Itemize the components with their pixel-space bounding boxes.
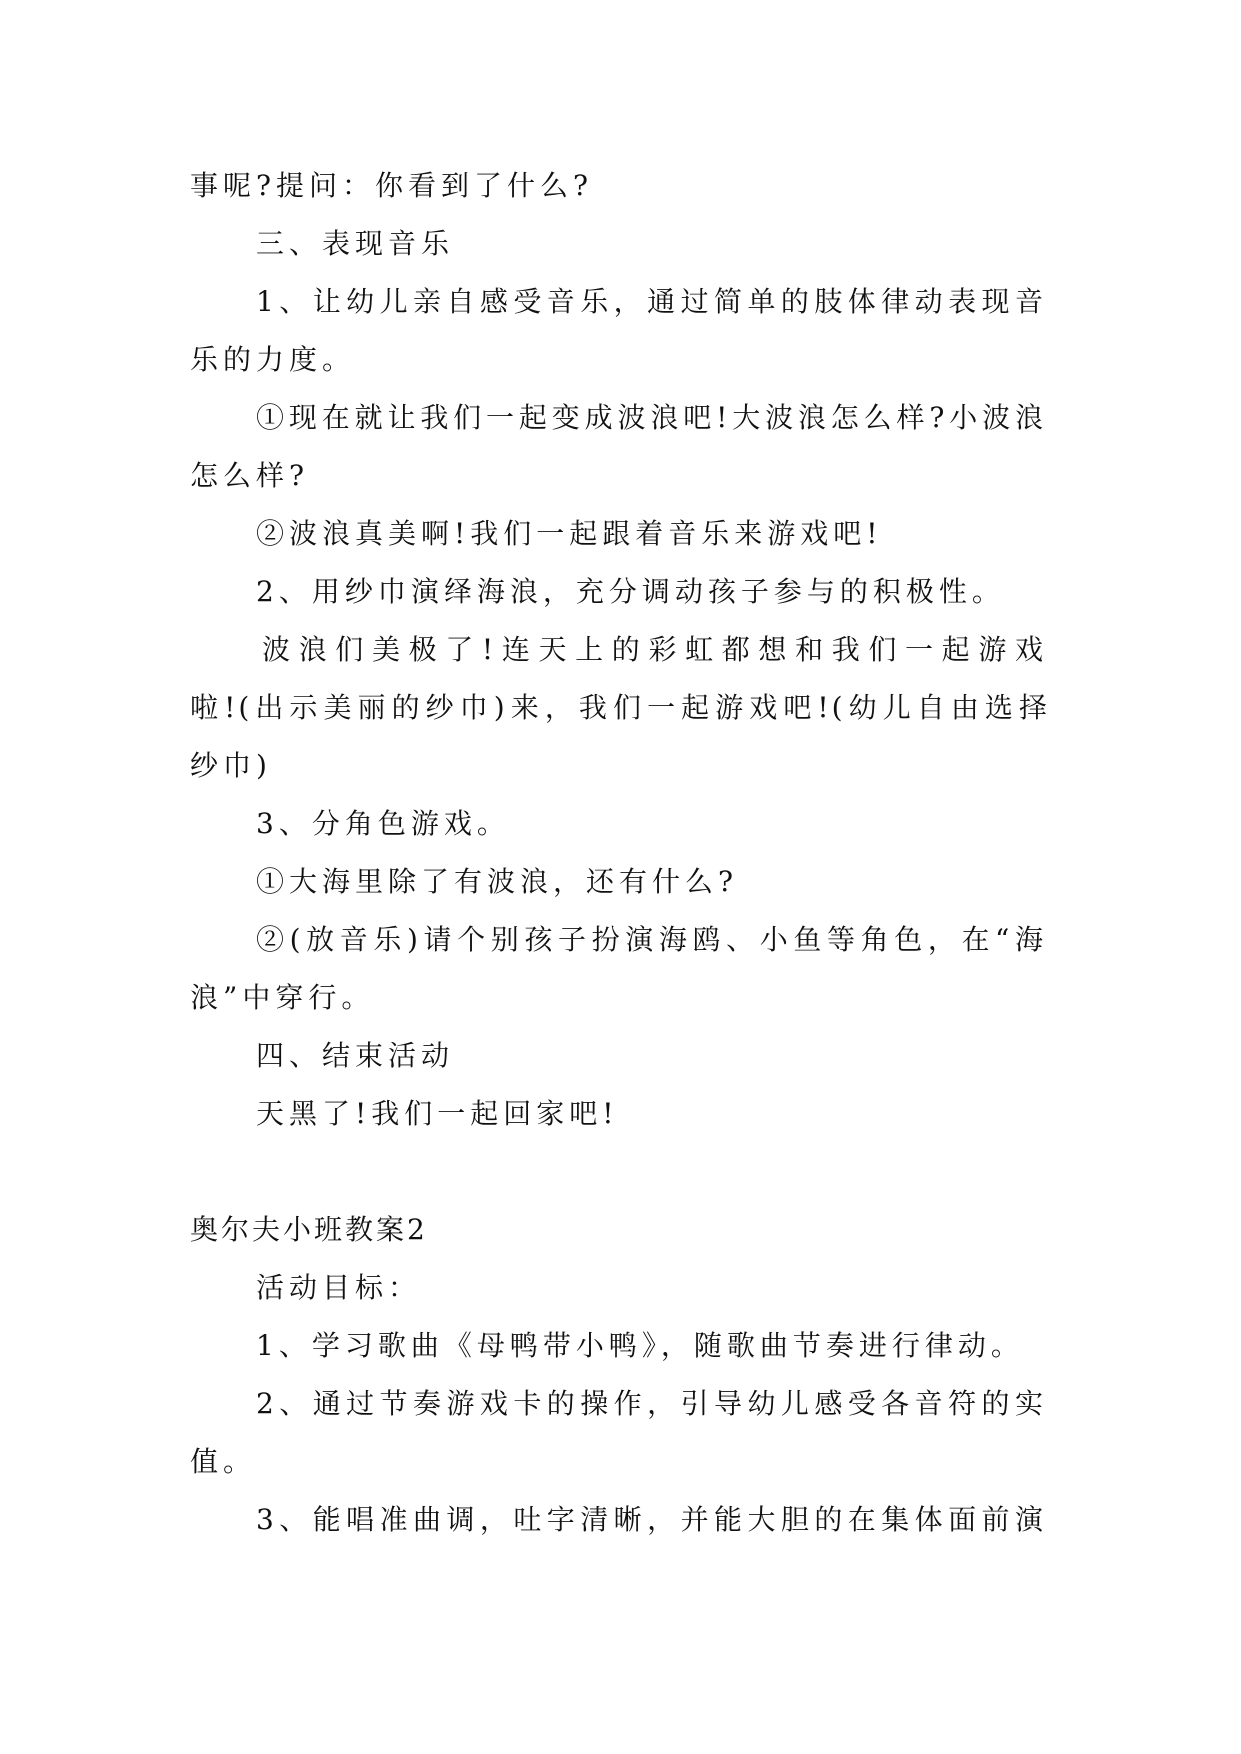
section-heading: 四、结束活动 bbox=[256, 1039, 455, 1072]
text-line: 纱巾) bbox=[190, 749, 272, 782]
text-line: 乐的力度。 bbox=[190, 343, 356, 376]
section-heading: 活动目标： bbox=[256, 1271, 422, 1304]
text-line: 1、学习歌曲《母鸭带小鸭》，随歌曲节奏进行律动。 bbox=[256, 1329, 1024, 1362]
section-heading: 三、表现音乐 bbox=[256, 227, 455, 260]
text-line: 浪”中穿行。 bbox=[190, 981, 375, 1014]
text-line: 1、让幼儿亲自感受音乐，通过简单的肢体律动表现音 bbox=[256, 285, 1046, 318]
text-line: 事呢?提问：你看到了什么? bbox=[190, 169, 594, 202]
text-line: 啦!(出示美丽的纱巾)来，我们一起游戏吧!(幼儿自由选择 bbox=[190, 691, 1050, 724]
text-line: ②波浪真美啊!我们一起跟着音乐来游戏吧! bbox=[256, 517, 883, 550]
document-title: 奥尔夫小班教案2 bbox=[190, 1213, 428, 1246]
text-line: ①大海里除了有波浪，还有什么? bbox=[256, 865, 739, 898]
text-line: 天黑了!我们一起回家吧! bbox=[256, 1097, 619, 1130]
text-line: 3、分角色游戏。 bbox=[256, 807, 510, 840]
text-line: 3、能唱准曲调，吐字清晰，并能大胆的在集体面前演 bbox=[256, 1503, 1046, 1536]
text-line: 怎么样? bbox=[190, 459, 310, 492]
text-line: 波浪们美极了!连天上的彩虹都想和我们一起游戏 bbox=[262, 633, 1046, 666]
text-line: 2、用纱巾演绎海浪，充分调动孩子参与的积极性。 bbox=[256, 575, 1005, 608]
text-line: 值。 bbox=[190, 1445, 257, 1478]
text-line: ②(放音乐)请个别孩子扮演海鸥、小鱼等角色，在“海 bbox=[256, 923, 1046, 956]
text-line: ①现在就让我们一起变成波浪吧!大波浪怎么样?小波浪 bbox=[256, 401, 1046, 434]
text-line: 2、通过节奏游戏卡的操作，引导幼儿感受各音符的实 bbox=[256, 1387, 1046, 1420]
